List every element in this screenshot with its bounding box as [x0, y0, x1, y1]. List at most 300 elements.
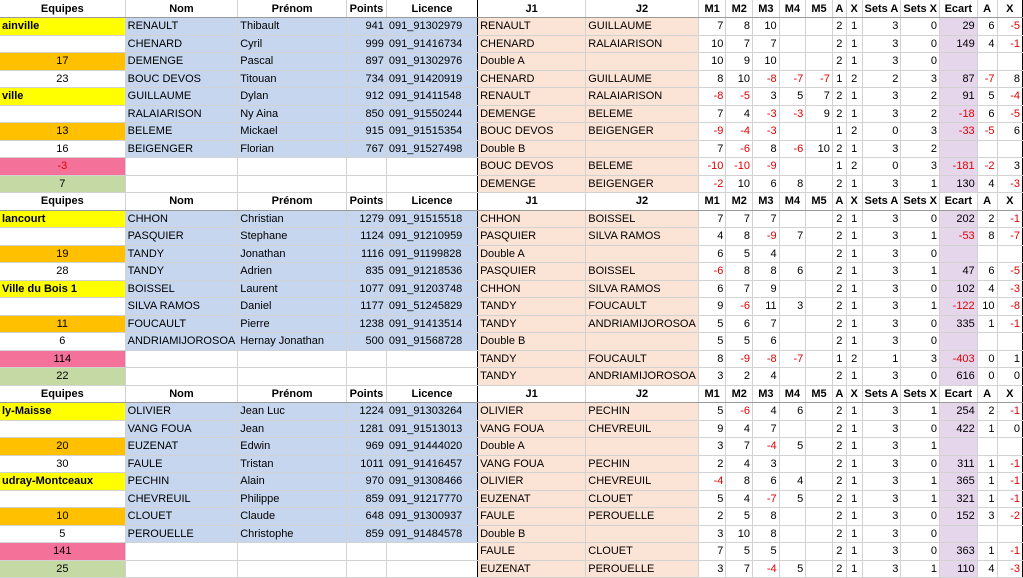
licence-cell[interactable]: 091_91527498 [386, 140, 477, 158]
a-cell[interactable]: 1 [832, 123, 846, 141]
ecart-cell[interactable]: 616 [940, 368, 978, 386]
j2-cell[interactable] [586, 140, 699, 158]
sets-x-cell[interactable]: 1 [901, 403, 940, 421]
sets-x-cell[interactable]: 3 [901, 123, 940, 141]
m2-cell[interactable]: 8 [726, 473, 753, 491]
sets-x-cell[interactable]: 0 [901, 18, 940, 36]
m1-cell[interactable]: 5 [698, 490, 726, 508]
m3-cell[interactable]: 6 [753, 473, 780, 491]
m1-cell[interactable]: 6 [698, 245, 726, 263]
sets-a-cell[interactable]: 3 [862, 140, 901, 158]
j1-cell[interactable]: TANDY [478, 368, 586, 386]
result-a-cell[interactable] [977, 245, 997, 263]
licence-cell[interactable]: 091_91210959 [386, 228, 477, 246]
j2-cell[interactable]: SILVA RAMOS [586, 280, 699, 298]
m4-cell[interactable]: 6 [779, 263, 806, 281]
nom-cell[interactable] [125, 543, 238, 561]
m3-cell[interactable]: 7 [753, 210, 780, 228]
j1-cell[interactable]: EUZENAT [478, 490, 586, 508]
m4-cell[interactable]: -3 [779, 105, 806, 123]
m5-cell[interactable] [806, 175, 833, 193]
prenom-cell[interactable]: Philippe [238, 490, 347, 508]
a-cell[interactable]: 2 [832, 368, 846, 386]
j2-cell[interactable] [586, 438, 699, 456]
nom-cell[interactable]: TANDY [125, 263, 238, 281]
a-cell[interactable]: 2 [832, 175, 846, 193]
m4-cell[interactable]: -7 [779, 350, 806, 368]
nom-cell[interactable]: GUILLAUME [125, 88, 238, 106]
result-a-cell[interactable]: 0 [977, 368, 997, 386]
sets-a-cell[interactable]: 3 [862, 228, 901, 246]
nom-cell[interactable] [125, 560, 238, 578]
prenom-cell[interactable]: Hernay Jonathan [238, 333, 347, 351]
a-cell[interactable]: 2 [832, 508, 846, 526]
team-cell[interactable]: 19 [0, 245, 125, 263]
sets-x-cell[interactable]: 2 [901, 88, 940, 106]
m5-cell[interactable] [806, 403, 833, 421]
nom-cell[interactable]: BOUC DEVOS [125, 70, 238, 88]
licence-cell[interactable]: 091_91413514 [386, 315, 477, 333]
nom-cell[interactable]: FOUCAULT [125, 315, 238, 333]
m5-cell[interactable]: -7 [806, 70, 833, 88]
result-x-cell[interactable]: -1 [997, 490, 1022, 508]
m3-cell[interactable]: 6 [753, 333, 780, 351]
j1-cell[interactable]: RENAULT [478, 88, 586, 106]
j1-cell[interactable]: TANDY [478, 350, 586, 368]
j1-cell[interactable]: VANG FOUA [478, 455, 586, 473]
result-a-cell[interactable]: 6 [977, 18, 997, 36]
sets-a-cell[interactable]: 3 [862, 333, 901, 351]
points-cell[interactable]: 999 [346, 35, 386, 53]
prenom-cell[interactable]: Jean [238, 420, 347, 438]
prenom-cell[interactable]: Titouan [238, 70, 347, 88]
ecart-cell[interactable]: 202 [940, 210, 978, 228]
j1-cell[interactable]: RENAULT [478, 18, 586, 36]
a-cell[interactable]: 2 [832, 333, 846, 351]
ecart-cell[interactable]: -53 [940, 228, 978, 246]
m4-cell[interactable] [779, 525, 806, 543]
team-cell[interactable]: 5 [0, 525, 125, 543]
j1-cell[interactable]: TANDY [478, 315, 586, 333]
j1-cell[interactable]: DEMENGE [478, 175, 586, 193]
j2-cell[interactable]: FOUCAULT [586, 298, 699, 316]
sets-a-cell[interactable]: 0 [862, 123, 901, 141]
team-cell[interactable]: ville [0, 88, 125, 106]
points-cell[interactable]: 1238 [346, 315, 386, 333]
m2-cell[interactable]: 5 [726, 333, 753, 351]
j2-cell[interactable]: CHEVREUIL [586, 473, 699, 491]
result-a-cell[interactable]: 6 [977, 263, 997, 281]
m3-cell[interactable]: 5 [753, 543, 780, 561]
result-a-cell[interactable] [977, 53, 997, 71]
team-cell[interactable]: 141 [0, 543, 125, 561]
x-cell[interactable]: 1 [846, 420, 862, 438]
result-a-cell[interactable]: -7 [977, 70, 997, 88]
m5-cell[interactable] [806, 158, 833, 176]
x-cell[interactable]: 2 [846, 350, 862, 368]
m4-cell[interactable]: 5 [779, 88, 806, 106]
a-cell[interactable]: 2 [832, 105, 846, 123]
points-cell[interactable]: 915 [346, 123, 386, 141]
j2-cell[interactable]: GUILLAUME [586, 70, 699, 88]
x-cell[interactable]: 2 [846, 158, 862, 176]
j1-cell[interactable]: FAULE [478, 508, 586, 526]
prenom-cell[interactable]: Tristan [238, 455, 347, 473]
j1-cell[interactable]: FAULE [478, 543, 586, 561]
sets-a-cell[interactable]: 3 [862, 210, 901, 228]
result-x-cell[interactable]: -1 [997, 543, 1022, 561]
sets-a-cell[interactable]: 1 [862, 350, 901, 368]
a-cell[interactable]: 1 [832, 350, 846, 368]
result-x-cell[interactable]: -5 [997, 105, 1022, 123]
a-cell[interactable]: 2 [832, 543, 846, 561]
sets-a-cell[interactable]: 3 [862, 490, 901, 508]
sets-a-cell[interactable]: 3 [862, 18, 901, 36]
ecart-cell[interactable]: -181 [940, 158, 978, 176]
result-a-cell[interactable]: 1 [977, 543, 997, 561]
m3-cell[interactable]: 9 [753, 280, 780, 298]
m4-cell[interactable] [779, 53, 806, 71]
result-a-cell[interactable]: 5 [977, 88, 997, 106]
sets-x-cell[interactable]: 2 [901, 105, 940, 123]
licence-cell[interactable]: 091_91217770 [386, 490, 477, 508]
sets-x-cell[interactable]: 0 [901, 333, 940, 351]
result-a-cell[interactable]: 2 [977, 210, 997, 228]
m5-cell[interactable] [806, 473, 833, 491]
prenom-cell[interactable]: Alain [238, 473, 347, 491]
m5-cell[interactable] [806, 508, 833, 526]
ecart-cell[interactable]: 149 [940, 35, 978, 53]
j1-cell[interactable]: BOUC DEVOS [478, 158, 586, 176]
team-cell[interactable]: 30 [0, 455, 125, 473]
m2-cell[interactable]: 7 [726, 438, 753, 456]
nom-cell[interactable]: CHENARD [125, 35, 238, 53]
team-cell[interactable]: -3 [0, 158, 125, 176]
licence-cell[interactable]: 091_51245829 [386, 298, 477, 316]
m4-cell[interactable]: 8 [779, 175, 806, 193]
licence-cell[interactable]: 091_91416734 [386, 35, 477, 53]
ecart-cell[interactable] [940, 53, 978, 71]
points-cell[interactable]: 767 [346, 140, 386, 158]
result-x-cell[interactable]: -8 [997, 298, 1022, 316]
sets-a-cell[interactable]: 3 [862, 403, 901, 421]
ecart-cell[interactable]: -122 [940, 298, 978, 316]
result-a-cell[interactable]: 6 [977, 105, 997, 123]
x-cell[interactable]: 1 [846, 245, 862, 263]
sets-a-cell[interactable]: 3 [862, 280, 901, 298]
nom-cell[interactable]: VANG FOUA [125, 420, 238, 438]
result-a-cell[interactable]: -2 [977, 158, 997, 176]
a-cell[interactable]: 2 [832, 140, 846, 158]
result-x-cell[interactable] [997, 525, 1022, 543]
x-cell[interactable]: 1 [846, 368, 862, 386]
nom-cell[interactable]: RENAULT [125, 18, 238, 36]
prenom-cell[interactable]: Christian [238, 210, 347, 228]
x-cell[interactable]: 1 [846, 88, 862, 106]
m4-cell[interactable]: 5 [779, 560, 806, 578]
m2-cell[interactable]: 8 [726, 263, 753, 281]
result-x-cell[interactable]: 0 [997, 368, 1022, 386]
prenom-cell[interactable]: Pierre [238, 315, 347, 333]
points-cell[interactable]: 859 [346, 525, 386, 543]
m1-cell[interactable]: 7 [698, 140, 726, 158]
m2-cell[interactable]: 5 [726, 543, 753, 561]
team-cell[interactable] [0, 228, 125, 246]
ecart-cell[interactable] [940, 333, 978, 351]
m1-cell[interactable]: 9 [698, 420, 726, 438]
m5-cell[interactable] [806, 560, 833, 578]
points-cell[interactable] [346, 543, 386, 561]
m1-cell[interactable]: -6 [698, 263, 726, 281]
result-a-cell[interactable]: 1 [977, 490, 997, 508]
m5-cell[interactable] [806, 368, 833, 386]
sets-a-cell[interactable]: 3 [862, 245, 901, 263]
sets-x-cell[interactable]: 1 [901, 298, 940, 316]
prenom-cell[interactable]: Thibault [238, 18, 347, 36]
x-cell[interactable]: 1 [846, 525, 862, 543]
ecart-cell[interactable]: -33 [940, 123, 978, 141]
m1-cell[interactable]: 5 [698, 333, 726, 351]
m2-cell[interactable]: 7 [726, 280, 753, 298]
result-a-cell[interactable]: 8 [977, 228, 997, 246]
licence-cell[interactable]: 091_91308466 [386, 473, 477, 491]
points-cell[interactable]: 734 [346, 70, 386, 88]
m2-cell[interactable]: 5 [726, 245, 753, 263]
nom-cell[interactable]: ANDRIAMIJOROSOA [125, 333, 238, 351]
ecart-cell[interactable]: 29 [940, 18, 978, 36]
result-x-cell[interactable] [997, 140, 1022, 158]
nom-cell[interactable]: PECHIN [125, 473, 238, 491]
m4-cell[interactable] [779, 543, 806, 561]
prenom-cell[interactable]: Pascal [238, 53, 347, 71]
sets-x-cell[interactable]: 0 [901, 368, 940, 386]
licence-cell[interactable]: 091_91303264 [386, 403, 477, 421]
m3-cell[interactable]: -3 [753, 123, 780, 141]
nom-cell[interactable] [125, 368, 238, 386]
m1-cell[interactable]: 5 [698, 403, 726, 421]
j2-cell[interactable]: CHEVREUIL [586, 420, 699, 438]
points-cell[interactable]: 1224 [346, 403, 386, 421]
prenom-cell[interactable] [238, 368, 347, 386]
m1-cell[interactable]: 2 [698, 508, 726, 526]
j2-cell[interactable]: FOUCAULT [586, 350, 699, 368]
ecart-cell[interactable] [940, 140, 978, 158]
j2-cell[interactable]: ANDRIAMIJOROSOA [586, 368, 699, 386]
sets-x-cell[interactable]: 0 [901, 420, 940, 438]
a-cell[interactable]: 2 [832, 490, 846, 508]
points-cell[interactable]: 969 [346, 438, 386, 456]
licence-cell[interactable] [386, 543, 477, 561]
result-a-cell[interactable]: 0 [977, 350, 997, 368]
a-cell[interactable]: 2 [832, 315, 846, 333]
team-cell[interactable]: 16 [0, 140, 125, 158]
prenom-cell[interactable]: Laurent [238, 280, 347, 298]
prenom-cell[interactable]: Jean Luc [238, 403, 347, 421]
points-cell[interactable]: 1177 [346, 298, 386, 316]
m5-cell[interactable] [806, 490, 833, 508]
sets-a-cell[interactable]: 3 [862, 438, 901, 456]
m3-cell[interactable]: 8 [753, 263, 780, 281]
m3-cell[interactable]: 10 [753, 53, 780, 71]
sets-a-cell[interactable]: 3 [862, 525, 901, 543]
sets-a-cell[interactable]: 3 [862, 543, 901, 561]
points-cell[interactable]: 970 [346, 473, 386, 491]
result-x-cell[interactable]: 3 [997, 158, 1022, 176]
team-cell[interactable]: udray-Montceaux [0, 473, 125, 491]
m1-cell[interactable]: -9 [698, 123, 726, 141]
ecart-cell[interactable] [940, 245, 978, 263]
team-cell[interactable]: 10 [0, 508, 125, 526]
nom-cell[interactable]: CLOUET [125, 508, 238, 526]
nom-cell[interactable] [125, 175, 238, 193]
m2-cell[interactable]: 4 [726, 105, 753, 123]
j1-cell[interactable]: VANG FOUA [478, 420, 586, 438]
a-cell[interactable]: 2 [832, 210, 846, 228]
sets-x-cell[interactable]: 2 [901, 140, 940, 158]
result-x-cell[interactable] [997, 438, 1022, 456]
m1-cell[interactable]: 10 [698, 35, 726, 53]
nom-cell[interactable] [125, 158, 238, 176]
m1-cell[interactable]: 7 [698, 105, 726, 123]
m3-cell[interactable]: -9 [753, 228, 780, 246]
j1-cell[interactable]: Double A [478, 53, 586, 71]
licence-cell[interactable]: 091_91515518 [386, 210, 477, 228]
a-cell[interactable]: 2 [832, 228, 846, 246]
m2-cell[interactable]: -6 [726, 403, 753, 421]
licence-cell[interactable]: 091_91444020 [386, 438, 477, 456]
j2-cell[interactable]: BELEME [586, 158, 699, 176]
j2-cell[interactable]: SILVA RAMOS [586, 228, 699, 246]
a-cell[interactable]: 2 [832, 263, 846, 281]
m4-cell[interactable] [779, 280, 806, 298]
result-a-cell[interactable] [977, 438, 997, 456]
m2-cell[interactable]: 10 [726, 70, 753, 88]
sets-x-cell[interactable]: 0 [901, 210, 940, 228]
sets-a-cell[interactable]: 3 [862, 35, 901, 53]
m4-cell[interactable] [779, 18, 806, 36]
sets-x-cell[interactable]: 1 [901, 560, 940, 578]
j1-cell[interactable]: Double B [478, 333, 586, 351]
m3-cell[interactable]: 7 [753, 315, 780, 333]
m4-cell[interactable] [779, 158, 806, 176]
sets-x-cell[interactable]: 0 [901, 245, 940, 263]
sets-a-cell[interactable]: 3 [862, 88, 901, 106]
sets-a-cell[interactable]: 3 [862, 420, 901, 438]
m4-cell[interactable]: 5 [779, 438, 806, 456]
team-cell[interactable] [0, 420, 125, 438]
j2-cell[interactable] [586, 53, 699, 71]
licence-cell[interactable] [386, 368, 477, 386]
result-x-cell[interactable]: -2 [997, 508, 1022, 526]
prenom-cell[interactable]: Daniel [238, 298, 347, 316]
sets-a-cell[interactable]: 3 [862, 298, 901, 316]
licence-cell[interactable]: 091_91203748 [386, 280, 477, 298]
m1-cell[interactable]: 3 [698, 560, 726, 578]
result-x-cell[interactable] [997, 245, 1022, 263]
team-cell[interactable]: 28 [0, 263, 125, 281]
result-a-cell[interactable] [977, 525, 997, 543]
sets-x-cell[interactable]: 0 [901, 508, 940, 526]
licence-cell[interactable]: 091_91411548 [386, 88, 477, 106]
j1-cell[interactable]: PASQUIER [478, 228, 586, 246]
licence-cell[interactable] [386, 560, 477, 578]
result-a-cell[interactable] [977, 140, 997, 158]
m2-cell[interactable]: 7 [726, 210, 753, 228]
prenom-cell[interactable] [238, 175, 347, 193]
m2-cell[interactable]: 4 [726, 455, 753, 473]
j1-cell[interactable]: Double A [478, 245, 586, 263]
licence-cell[interactable]: 091_91484578 [386, 525, 477, 543]
m3-cell[interactable]: 3 [753, 455, 780, 473]
sets-x-cell[interactable]: 0 [901, 35, 940, 53]
result-a-cell[interactable]: 10 [977, 298, 997, 316]
j2-cell[interactable]: CLOUET [586, 543, 699, 561]
j2-cell[interactable]: CLOUET [586, 490, 699, 508]
ecart-cell[interactable]: 110 [940, 560, 978, 578]
m5-cell[interactable] [806, 455, 833, 473]
m1-cell[interactable]: 3 [698, 438, 726, 456]
x-cell[interactable]: 1 [846, 490, 862, 508]
j2-cell[interactable]: PEROUELLE [586, 508, 699, 526]
points-cell[interactable]: 897 [346, 53, 386, 71]
j1-cell[interactable]: DEMENGE [478, 105, 586, 123]
m2-cell[interactable]: 8 [726, 18, 753, 36]
j1-cell[interactable]: OLIVIER [478, 473, 586, 491]
j1-cell[interactable]: BOUC DEVOS [478, 123, 586, 141]
prenom-cell[interactable]: Claude [238, 508, 347, 526]
result-x-cell[interactable]: -1 [997, 455, 1022, 473]
m5-cell[interactable] [806, 18, 833, 36]
sets-a-cell[interactable]: 3 [862, 560, 901, 578]
m4-cell[interactable] [779, 508, 806, 526]
x-cell[interactable]: 2 [846, 123, 862, 141]
points-cell[interactable] [346, 368, 386, 386]
result-a-cell[interactable]: 4 [977, 560, 997, 578]
sets-x-cell[interactable]: 0 [901, 53, 940, 71]
result-a-cell[interactable]: -5 [977, 123, 997, 141]
m2-cell[interactable]: 5 [726, 508, 753, 526]
prenom-cell[interactable]: Dylan [238, 88, 347, 106]
result-x-cell[interactable]: -1 [997, 403, 1022, 421]
m5-cell[interactable] [806, 543, 833, 561]
team-cell[interactable]: ly-Maisse [0, 403, 125, 421]
points-cell[interactable]: 1116 [346, 245, 386, 263]
ecart-cell[interactable]: 130 [940, 175, 978, 193]
a-cell[interactable]: 2 [832, 298, 846, 316]
result-a-cell[interactable]: 4 [977, 175, 997, 193]
x-cell[interactable]: 1 [846, 210, 862, 228]
m3-cell[interactable]: 4 [753, 245, 780, 263]
sets-x-cell[interactable]: 1 [901, 438, 940, 456]
ecart-cell[interactable]: 321 [940, 490, 978, 508]
m4-cell[interactable] [779, 455, 806, 473]
m2-cell[interactable]: -9 [726, 350, 753, 368]
j1-cell[interactable]: OLIVIER [478, 403, 586, 421]
team-cell[interactable]: 114 [0, 350, 125, 368]
m2-cell[interactable]: 4 [726, 420, 753, 438]
ecart-cell[interactable]: 87 [940, 70, 978, 88]
nom-cell[interactable]: DEMENGE [125, 53, 238, 71]
ecart-cell[interactable] [940, 525, 978, 543]
points-cell[interactable]: 835 [346, 263, 386, 281]
a-cell[interactable]: 2 [832, 403, 846, 421]
m1-cell[interactable]: -2 [698, 175, 726, 193]
result-a-cell[interactable]: 4 [977, 280, 997, 298]
licence-cell[interactable] [386, 175, 477, 193]
sets-a-cell[interactable]: 3 [862, 315, 901, 333]
m3-cell[interactable]: -8 [753, 350, 780, 368]
j1-cell[interactable]: Double B [478, 140, 586, 158]
